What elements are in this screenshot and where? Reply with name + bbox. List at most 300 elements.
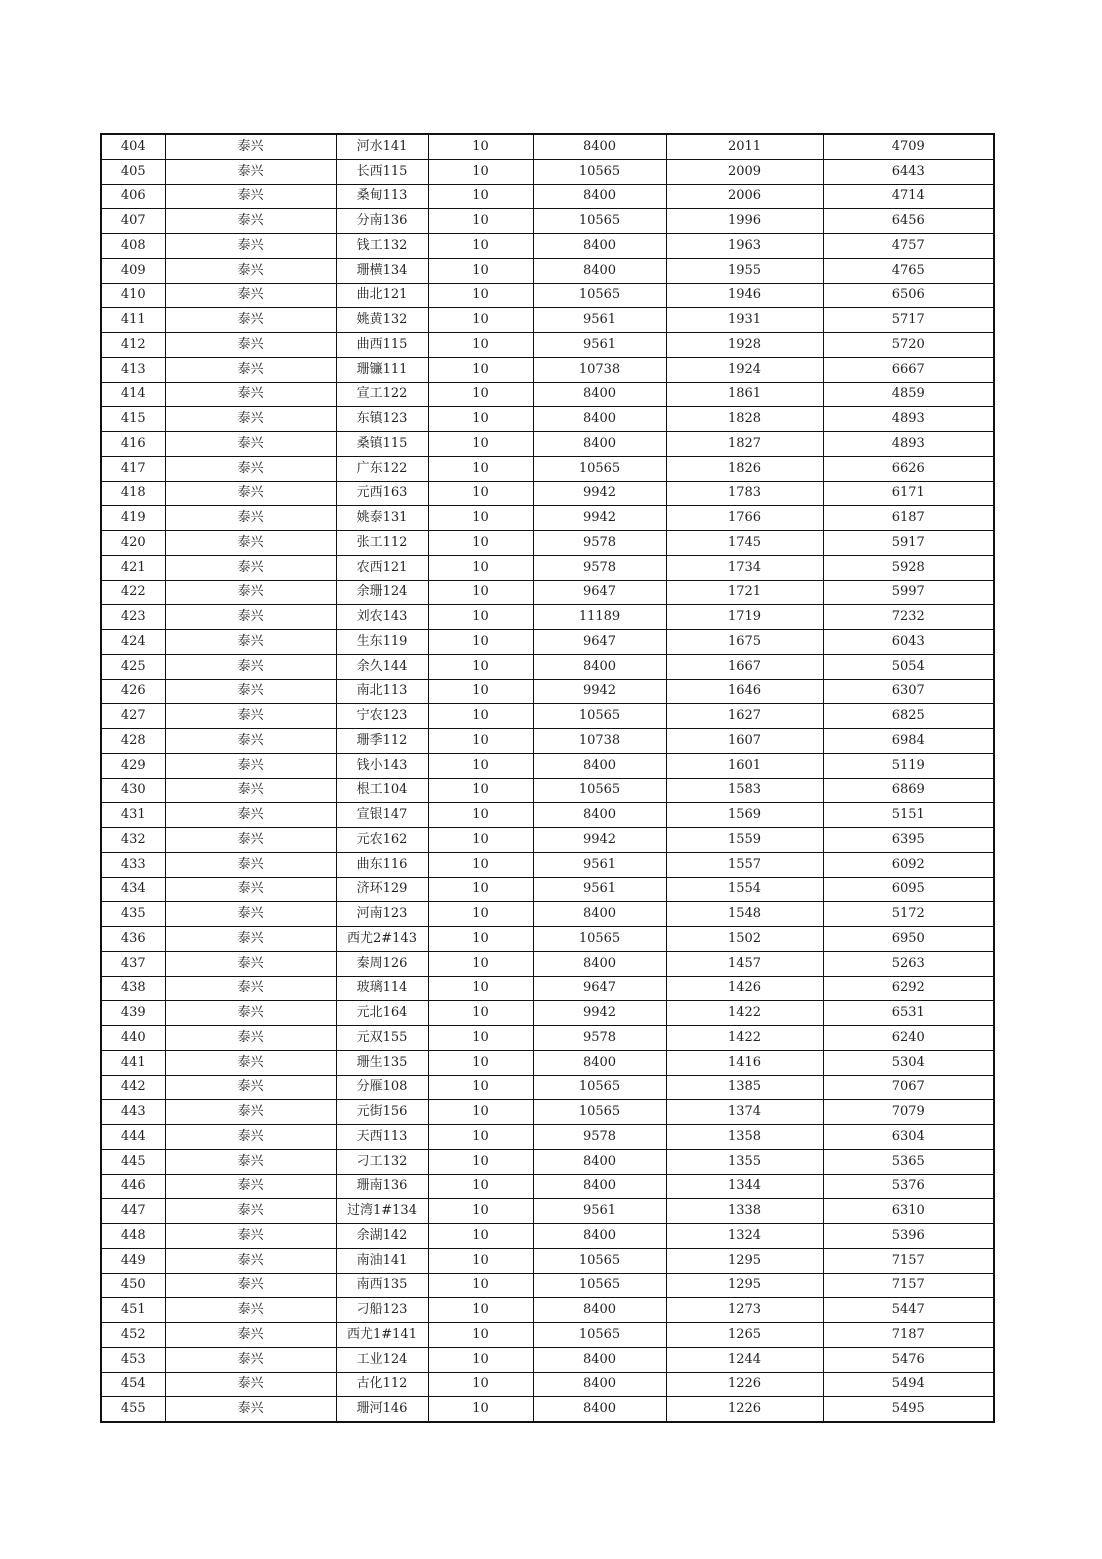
table-row — [101, 1050, 994, 1075]
capacity-cell: 9578 — [533, 555, 666, 580]
region-cell: 泰兴 — [165, 333, 336, 358]
region-cell: 泰兴 — [165, 506, 336, 531]
voltage-cell: 10 — [428, 580, 533, 605]
margin-cell: 6292 — [823, 976, 994, 1001]
row-number-cell: 428 — [101, 729, 165, 754]
margin-cell: 7079 — [823, 1100, 994, 1125]
margin-cell: 5717 — [823, 308, 994, 333]
line-name-cell: 工业124 — [336, 1347, 428, 1372]
load-cell: 1426 — [666, 976, 823, 1001]
margin-cell: 5054 — [823, 654, 994, 679]
margin-cell: 5447 — [823, 1298, 994, 1323]
row-number-cell: 443 — [101, 1100, 165, 1125]
capacity-cell: 11189 — [533, 605, 666, 630]
line-name-cell: 秦周126 — [336, 951, 428, 976]
row-number-cell: 425 — [101, 654, 165, 679]
capacity-cell: 9561 — [533, 333, 666, 358]
voltage-cell: 10 — [428, 1347, 533, 1372]
margin-cell: 5263 — [823, 951, 994, 976]
region-cell: 泰兴 — [165, 1026, 336, 1051]
table-row — [101, 1323, 994, 1348]
row-number-cell: 423 — [101, 605, 165, 630]
table-row — [101, 852, 994, 877]
load-cell: 1601 — [666, 753, 823, 778]
load-cell: 1827 — [666, 432, 823, 457]
capacity-cell: 10738 — [533, 357, 666, 382]
line-name-cell: 分雁108 — [336, 1075, 428, 1100]
margin-cell: 6825 — [823, 704, 994, 729]
row-number-cell: 420 — [101, 531, 165, 556]
table-row — [101, 951, 994, 976]
table-row — [101, 1298, 994, 1323]
load-cell: 1783 — [666, 481, 823, 506]
region-cell: 泰兴 — [165, 432, 336, 457]
load-cell: 1931 — [666, 308, 823, 333]
region-cell: 泰兴 — [165, 159, 336, 184]
voltage-cell: 10 — [428, 184, 533, 209]
margin-cell: 6307 — [823, 679, 994, 704]
voltage-cell: 10 — [428, 1149, 533, 1174]
line-name-cell: 农西121 — [336, 555, 428, 580]
capacity-cell: 10565 — [533, 927, 666, 952]
region-cell: 泰兴 — [165, 531, 336, 556]
margin-cell: 6531 — [823, 1001, 994, 1026]
voltage-cell: 10 — [428, 531, 533, 556]
load-cell: 1385 — [666, 1075, 823, 1100]
capacity-cell: 8400 — [533, 1149, 666, 1174]
region-cell: 泰兴 — [165, 778, 336, 803]
capacity-cell: 8400 — [533, 1372, 666, 1397]
row-number-cell: 406 — [101, 184, 165, 209]
margin-cell: 5365 — [823, 1149, 994, 1174]
row-number-cell: 410 — [101, 283, 165, 308]
region-cell: 泰兴 — [165, 1100, 336, 1125]
capacity-cell: 8400 — [533, 1174, 666, 1199]
row-number-cell: 445 — [101, 1149, 165, 1174]
data-table — [100, 133, 995, 1423]
region-cell: 泰兴 — [165, 481, 336, 506]
line-name-cell: 珊河146 — [336, 1397, 428, 1422]
capacity-cell: 10565 — [533, 456, 666, 481]
capacity-cell: 9942 — [533, 1001, 666, 1026]
line-name-cell: 余久144 — [336, 654, 428, 679]
row-number-cell: 426 — [101, 679, 165, 704]
row-number-cell: 427 — [101, 704, 165, 729]
line-name-cell: 宣银147 — [336, 803, 428, 828]
row-number-cell: 412 — [101, 333, 165, 358]
row-number-cell: 417 — [101, 456, 165, 481]
table-row — [101, 1174, 994, 1199]
load-cell: 1416 — [666, 1050, 823, 1075]
capacity-cell: 10565 — [533, 1323, 666, 1348]
load-cell: 2009 — [666, 159, 823, 184]
region-cell: 泰兴 — [165, 555, 336, 580]
line-name-cell: 刘农143 — [336, 605, 428, 630]
row-number-cell: 421 — [101, 555, 165, 580]
region-cell: 泰兴 — [165, 1323, 336, 1348]
row-number-cell: 436 — [101, 927, 165, 952]
voltage-cell: 10 — [428, 333, 533, 358]
load-cell: 1338 — [666, 1199, 823, 1224]
margin-cell: 7157 — [823, 1248, 994, 1273]
margin-cell: 5172 — [823, 902, 994, 927]
line-name-cell: 宣工122 — [336, 382, 428, 407]
line-name-cell: 桑镇115 — [336, 432, 428, 457]
load-cell: 1226 — [666, 1372, 823, 1397]
line-name-cell: 长西115 — [336, 159, 428, 184]
region-cell: 泰兴 — [165, 308, 336, 333]
table-row — [101, 828, 994, 853]
row-number-cell: 414 — [101, 382, 165, 407]
capacity-cell: 10738 — [533, 729, 666, 754]
line-name-cell: 余珊124 — [336, 580, 428, 605]
row-number-cell: 440 — [101, 1026, 165, 1051]
voltage-cell: 10 — [428, 679, 533, 704]
line-name-cell: 生东119 — [336, 630, 428, 655]
load-cell: 1554 — [666, 877, 823, 902]
table-row — [101, 184, 994, 209]
line-name-cell: 余湖142 — [336, 1224, 428, 1249]
capacity-cell: 10565 — [533, 1075, 666, 1100]
margin-cell: 6171 — [823, 481, 994, 506]
capacity-cell: 9578 — [533, 1026, 666, 1051]
region-cell: 泰兴 — [165, 1075, 336, 1100]
capacity-cell: 8400 — [533, 184, 666, 209]
row-number-cell: 435 — [101, 902, 165, 927]
capacity-cell: 8400 — [533, 654, 666, 679]
row-number-cell: 433 — [101, 852, 165, 877]
margin-cell: 6506 — [823, 283, 994, 308]
table-row — [101, 902, 994, 927]
line-name-cell: 玻璃114 — [336, 976, 428, 1001]
voltage-cell: 10 — [428, 1174, 533, 1199]
load-cell: 1559 — [666, 828, 823, 853]
capacity-cell: 8400 — [533, 902, 666, 927]
row-number-cell: 422 — [101, 580, 165, 605]
row-number-cell: 442 — [101, 1075, 165, 1100]
capacity-cell: 9647 — [533, 630, 666, 655]
margin-cell: 7232 — [823, 605, 994, 630]
table-row — [101, 927, 994, 952]
voltage-cell: 10 — [428, 1125, 533, 1150]
row-number-cell: 450 — [101, 1273, 165, 1298]
capacity-cell: 10565 — [533, 1100, 666, 1125]
row-number-cell: 430 — [101, 778, 165, 803]
load-cell: 2011 — [666, 134, 823, 159]
capacity-cell: 8400 — [533, 382, 666, 407]
capacity-cell: 9561 — [533, 308, 666, 333]
region-cell: 泰兴 — [165, 1125, 336, 1150]
line-name-cell: 曲东116 — [336, 852, 428, 877]
voltage-cell: 10 — [428, 382, 533, 407]
load-cell: 1719 — [666, 605, 823, 630]
margin-cell: 6310 — [823, 1199, 994, 1224]
margin-cell: 6456 — [823, 209, 994, 234]
row-number-cell: 455 — [101, 1397, 165, 1422]
row-number-cell: 411 — [101, 308, 165, 333]
capacity-cell: 8400 — [533, 1298, 666, 1323]
region-cell: 泰兴 — [165, 654, 336, 679]
capacity-cell: 10565 — [533, 704, 666, 729]
capacity-cell: 9647 — [533, 580, 666, 605]
margin-cell: 5997 — [823, 580, 994, 605]
row-number-cell: 407 — [101, 209, 165, 234]
region-cell: 泰兴 — [165, 1372, 336, 1397]
region-cell: 泰兴 — [165, 1224, 336, 1249]
line-name-cell: 西尤1#141 — [336, 1323, 428, 1348]
table-row — [101, 753, 994, 778]
voltage-cell: 10 — [428, 1199, 533, 1224]
capacity-cell: 8400 — [533, 234, 666, 259]
row-number-cell: 418 — [101, 481, 165, 506]
margin-cell: 5396 — [823, 1224, 994, 1249]
load-cell: 1344 — [666, 1174, 823, 1199]
load-cell: 1583 — [666, 778, 823, 803]
region-cell: 泰兴 — [165, 456, 336, 481]
region-cell: 泰兴 — [165, 209, 336, 234]
voltage-cell: 10 — [428, 209, 533, 234]
row-number-cell: 437 — [101, 951, 165, 976]
margin-cell: 6626 — [823, 456, 994, 481]
table-row — [101, 258, 994, 283]
region-cell: 泰兴 — [165, 679, 336, 704]
capacity-cell: 8400 — [533, 258, 666, 283]
margin-cell: 5495 — [823, 1397, 994, 1422]
line-name-cell: 济环129 — [336, 877, 428, 902]
table-row — [101, 1397, 994, 1422]
margin-cell: 5928 — [823, 555, 994, 580]
voltage-cell: 10 — [428, 778, 533, 803]
margin-cell: 6984 — [823, 729, 994, 754]
line-name-cell: 珊横134 — [336, 258, 428, 283]
load-cell: 1861 — [666, 382, 823, 407]
voltage-cell: 10 — [428, 654, 533, 679]
region-cell: 泰兴 — [165, 729, 336, 754]
margin-cell: 7187 — [823, 1323, 994, 1348]
voltage-cell: 10 — [428, 357, 533, 382]
table-row — [101, 605, 994, 630]
table-row — [101, 283, 994, 308]
table-row — [101, 1273, 994, 1298]
voltage-cell: 10 — [428, 1050, 533, 1075]
row-number-cell: 454 — [101, 1372, 165, 1397]
load-cell: 1374 — [666, 1100, 823, 1125]
load-cell: 1745 — [666, 531, 823, 556]
voltage-cell: 10 — [428, 258, 533, 283]
capacity-cell: 9942 — [533, 828, 666, 853]
table-row — [101, 1001, 994, 1026]
voltage-cell: 10 — [428, 234, 533, 259]
table-row — [101, 729, 994, 754]
capacity-cell: 8400 — [533, 951, 666, 976]
voltage-cell: 10 — [428, 704, 533, 729]
table-row — [101, 234, 994, 259]
table-row — [101, 333, 994, 358]
margin-cell: 5720 — [823, 333, 994, 358]
margin-cell: 4893 — [823, 407, 994, 432]
row-number-cell: 449 — [101, 1248, 165, 1273]
region-cell: 泰兴 — [165, 1347, 336, 1372]
row-number-cell: 408 — [101, 234, 165, 259]
table-row — [101, 382, 994, 407]
row-number-cell: 441 — [101, 1050, 165, 1075]
table-row — [101, 1248, 994, 1273]
capacity-cell: 8400 — [533, 753, 666, 778]
capacity-cell: 9942 — [533, 481, 666, 506]
table-row — [101, 134, 994, 159]
load-cell: 1457 — [666, 951, 823, 976]
row-number-cell: 416 — [101, 432, 165, 457]
line-name-cell: 珊生135 — [336, 1050, 428, 1075]
table-row — [101, 357, 994, 382]
line-name-cell: 元街156 — [336, 1100, 428, 1125]
capacity-cell: 9578 — [533, 531, 666, 556]
region-cell: 泰兴 — [165, 357, 336, 382]
margin-cell: 6950 — [823, 927, 994, 952]
load-cell: 1355 — [666, 1149, 823, 1174]
line-name-cell: 南西135 — [336, 1273, 428, 1298]
voltage-cell: 10 — [428, 506, 533, 531]
table-row — [101, 308, 994, 333]
margin-cell: 4859 — [823, 382, 994, 407]
line-name-cell: 南油141 — [336, 1248, 428, 1273]
line-name-cell: 元农162 — [336, 828, 428, 853]
line-name-cell: 珊南136 — [336, 1174, 428, 1199]
table-row — [101, 877, 994, 902]
voltage-cell: 10 — [428, 1100, 533, 1125]
capacity-cell: 9942 — [533, 506, 666, 531]
table-row — [101, 679, 994, 704]
voltage-cell: 10 — [428, 753, 533, 778]
voltage-cell: 10 — [428, 1224, 533, 1249]
capacity-cell: 8400 — [533, 407, 666, 432]
line-name-cell: 河水141 — [336, 134, 428, 159]
table-row — [101, 654, 994, 679]
region-cell: 泰兴 — [165, 283, 336, 308]
table-row — [101, 778, 994, 803]
voltage-cell: 10 — [428, 1298, 533, 1323]
load-cell: 1946 — [666, 283, 823, 308]
table-row — [101, 630, 994, 655]
load-cell: 1358 — [666, 1125, 823, 1150]
line-name-cell: 元双155 — [336, 1026, 428, 1051]
table-row — [101, 1075, 994, 1100]
margin-cell: 5476 — [823, 1347, 994, 1372]
margin-cell: 5494 — [823, 1372, 994, 1397]
load-cell: 1569 — [666, 803, 823, 828]
voltage-cell: 10 — [428, 481, 533, 506]
region-cell: 泰兴 — [165, 1273, 336, 1298]
load-cell: 1295 — [666, 1273, 823, 1298]
line-name-cell: 东镇123 — [336, 407, 428, 432]
margin-cell: 6240 — [823, 1026, 994, 1051]
load-cell: 1265 — [666, 1323, 823, 1348]
row-number-cell: 448 — [101, 1224, 165, 1249]
line-name-cell: 曲北121 — [336, 283, 428, 308]
table-row — [101, 506, 994, 531]
row-number-cell: 434 — [101, 877, 165, 902]
margin-cell: 4765 — [823, 258, 994, 283]
table-body — [101, 134, 994, 1422]
table-row — [101, 976, 994, 1001]
row-number-cell: 424 — [101, 630, 165, 655]
load-cell: 1295 — [666, 1248, 823, 1273]
load-cell: 1766 — [666, 506, 823, 531]
row-number-cell: 431 — [101, 803, 165, 828]
capacity-cell: 9647 — [533, 976, 666, 1001]
margin-cell: 4714 — [823, 184, 994, 209]
table-row — [101, 1149, 994, 1174]
line-name-cell: 广东122 — [336, 456, 428, 481]
line-name-cell: 元西163 — [336, 481, 428, 506]
load-cell: 1646 — [666, 679, 823, 704]
region-cell: 泰兴 — [165, 605, 336, 630]
line-name-cell: 过湾1#134 — [336, 1199, 428, 1224]
voltage-cell: 10 — [428, 1372, 533, 1397]
region-cell: 泰兴 — [165, 630, 336, 655]
line-name-cell: 张工112 — [336, 531, 428, 556]
capacity-cell: 10565 — [533, 283, 666, 308]
margin-cell: 7067 — [823, 1075, 994, 1100]
row-number-cell: 432 — [101, 828, 165, 853]
capacity-cell: 8400 — [533, 803, 666, 828]
capacity-cell: 10565 — [533, 209, 666, 234]
region-cell: 泰兴 — [165, 902, 336, 927]
region-cell: 泰兴 — [165, 753, 336, 778]
table-row — [101, 159, 994, 184]
voltage-cell: 10 — [428, 283, 533, 308]
table-row — [101, 1125, 994, 1150]
voltage-cell: 10 — [428, 1075, 533, 1100]
table-row — [101, 1199, 994, 1224]
margin-cell: 6187 — [823, 506, 994, 531]
row-number-cell: 452 — [101, 1323, 165, 1348]
capacity-cell: 8400 — [533, 1397, 666, 1422]
voltage-cell: 10 — [428, 852, 533, 877]
table-row — [101, 555, 994, 580]
region-cell: 泰兴 — [165, 951, 336, 976]
capacity-cell: 10565 — [533, 1248, 666, 1273]
region-cell: 泰兴 — [165, 1397, 336, 1422]
line-name-cell: 根工104 — [336, 778, 428, 803]
region-cell: 泰兴 — [165, 134, 336, 159]
load-cell: 2006 — [666, 184, 823, 209]
region-cell: 泰兴 — [165, 828, 336, 853]
load-cell: 1963 — [666, 234, 823, 259]
row-number-cell: 409 — [101, 258, 165, 283]
load-cell: 1548 — [666, 902, 823, 927]
region-cell: 泰兴 — [165, 803, 336, 828]
voltage-cell: 10 — [428, 1026, 533, 1051]
region-cell: 泰兴 — [165, 1174, 336, 1199]
region-cell: 泰兴 — [165, 1050, 336, 1075]
region-cell: 泰兴 — [165, 1001, 336, 1026]
load-cell: 1826 — [666, 456, 823, 481]
row-number-cell: 446 — [101, 1174, 165, 1199]
margin-cell: 5376 — [823, 1174, 994, 1199]
table-row — [101, 803, 994, 828]
voltage-cell: 10 — [428, 729, 533, 754]
voltage-cell: 10 — [428, 605, 533, 630]
load-cell: 1996 — [666, 209, 823, 234]
row-number-cell: 413 — [101, 357, 165, 382]
capacity-cell: 9942 — [533, 679, 666, 704]
margin-cell: 6667 — [823, 357, 994, 382]
region-cell: 泰兴 — [165, 927, 336, 952]
row-number-cell: 444 — [101, 1125, 165, 1150]
table-row — [101, 1224, 994, 1249]
voltage-cell: 10 — [428, 1323, 533, 1348]
